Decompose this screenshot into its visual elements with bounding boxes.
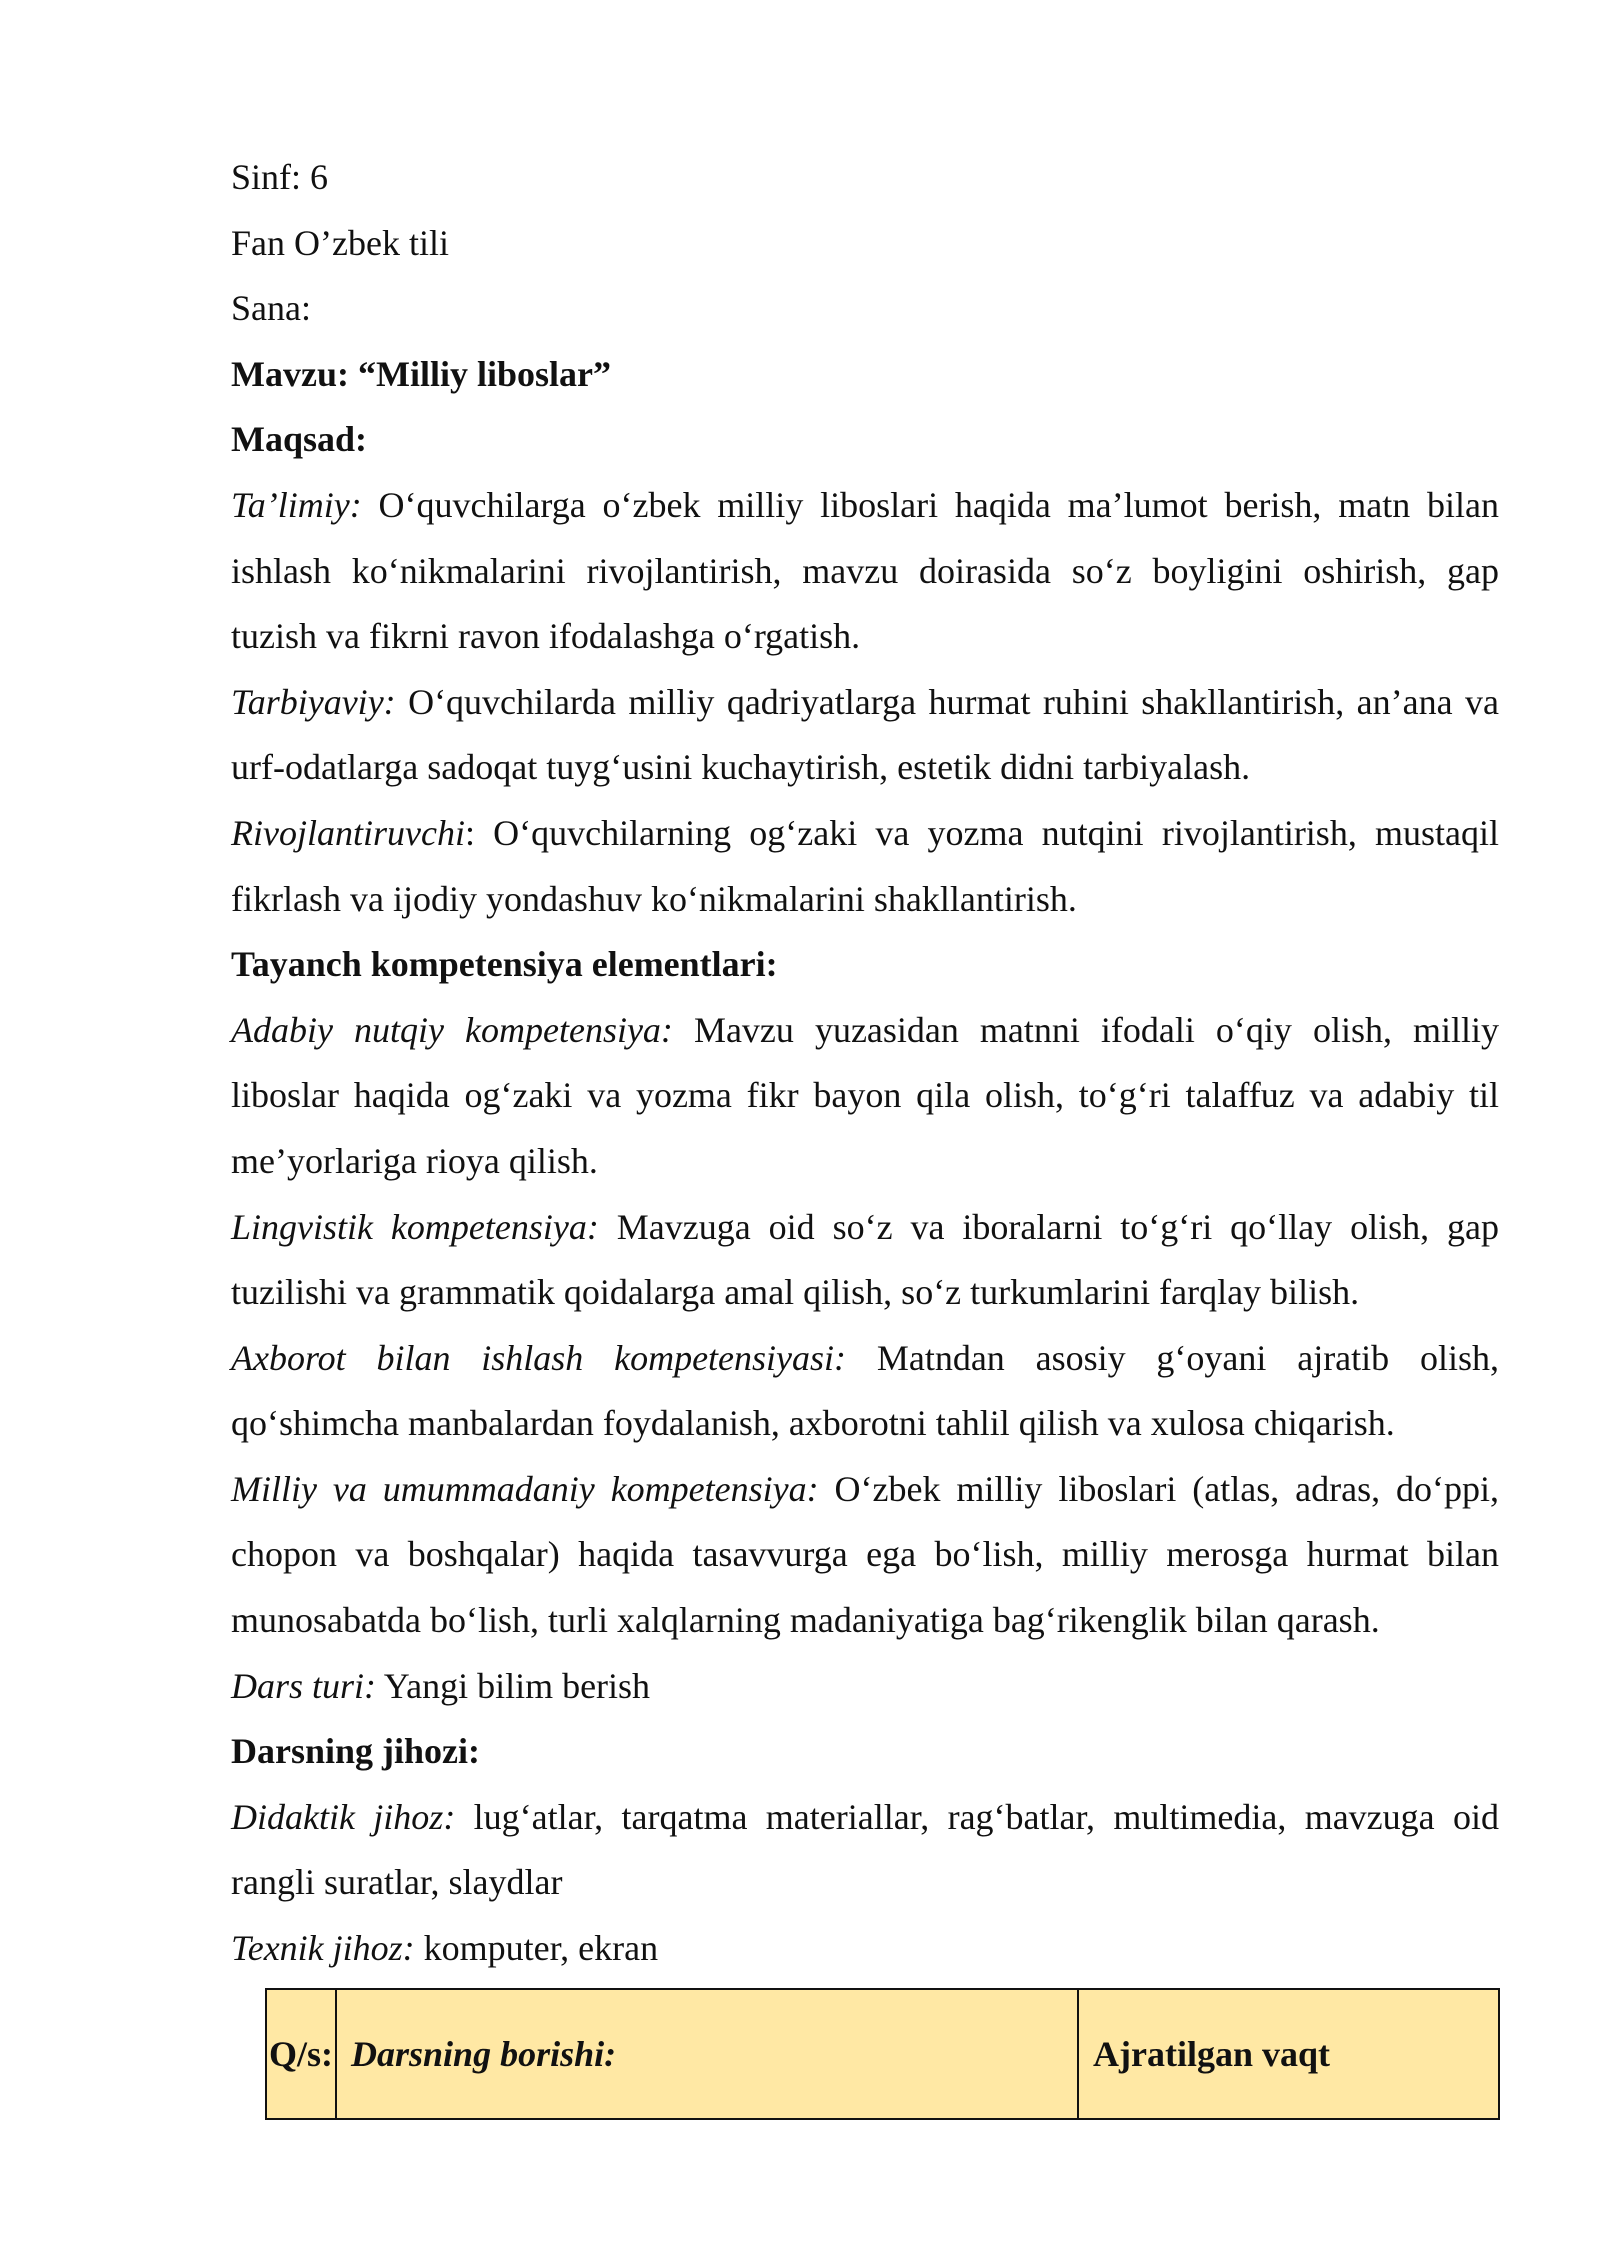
- literary-speech-competency: [231, 998, 1499, 1195]
- competencies-heading: Tayanch kompetensiya elementlari:: [231, 944, 778, 985]
- linguistic-text: Mavzuga oid so‘z va iboralarni to‘g‘ri qo‘llay olish, gap tuzilishi va grammatik qoidalarga amal qilish, so‘z turkumlarini farqlay bilish.: [231, 1206, 1499, 1313]
- didactic-equipment: [231, 1785, 1499, 1916]
- lesson-type: [231, 1654, 1499, 1720]
- grade-line: Sinf: 6: [231, 157, 329, 197]
- linguistic-competency: [231, 1195, 1499, 1326]
- developmental-goal-label: Rivojlantiruvchi: [231, 812, 465, 853]
- equipment-heading: Darsning jihozi:: [231, 1731, 481, 1772]
- lesson-type-text: Yangi bilim berish: [376, 1665, 651, 1706]
- table-header-progress: Darsning borishi:: [336, 1989, 1078, 2119]
- upbringing-goal-label: Tarbiyaviy:: [231, 681, 396, 722]
- table-header-time: Ajratilgan vaqt: [1078, 1989, 1499, 2119]
- developmental-goal-text: : O‘quvchilarning og‘zaki va yozma nutqini rivojlantirish, mustaqil fikrlash va ijodiy yondashuv ko‘nikmalarini shakllantirish.: [231, 812, 1499, 919]
- information-label: Axborot bilan ishlash kompetensiyasi:: [231, 1337, 847, 1378]
- table-header-row: [266, 1989, 1499, 2119]
- lesson-type-label: Dars turi:: [231, 1665, 377, 1706]
- literary-speech-label: Adabiy nutqiy kompetensiya:: [231, 1009, 673, 1050]
- educational-goal-text: O‘quvchilarga o‘zbek milliy liboslari haqida ma’lumot berish, matn bilan ishlash ko‘nikmalarini rivojlantirish, mavzu doirasida so‘z boyligini oshirish, gap tuzish va fikrni ravon ifodalashga o‘rgatish.: [231, 484, 1499, 657]
- technical-text: komputer, ekran: [414, 1928, 659, 1969]
- literary-speech-text: Mavzu yuzasidan matnni ifodali o‘qiy olish, milliy liboslar haqida og‘zaki va yozma fikr bayon qila olish, to‘g‘ri talaffuz va adabiy til me’yorlariga rioya qilish.: [231, 1009, 1499, 1181]
- information-competency: [231, 1326, 1499, 1457]
- lesson-progress-table: [265, 1988, 1500, 2120]
- educational-goal: [231, 473, 1499, 670]
- didactic-text: lug‘atlar, tarqatma materiallar, rag‘batlar, multimedia, mavzuga oid rangli suratlar, slaydlar: [231, 1796, 1499, 1903]
- topic-line: Mavzu: “Milliy liboslar”: [231, 353, 611, 394]
- educational-goal-label: Ta’limiy:: [231, 484, 362, 525]
- date-line: Sana:: [231, 288, 311, 329]
- subject-line: Fan O’zbek tili: [231, 222, 449, 263]
- technical-label: Texnik jihoz:: [231, 1928, 415, 1969]
- information-text: Matndan asosiy g‘oyani ajratib olish, qo‘shimcha manbalardan foydalanish, axborotni tahlil qilish va xulosa chiqarish.: [231, 1337, 1499, 1444]
- developmental-goal: [231, 801, 1499, 932]
- cultural-text: O‘zbek milliy liboslari (atlas, adras, do‘ppi, chopon va boshqalar) haqida tasavvurga ega bo‘lish, milliy merosga hurmat bilan munosabatda bo‘lish, turli xalqlarning madaniyatiga bag‘rikenglik bilan qarash.: [231, 1468, 1500, 1641]
- upbringing-goal: [231, 670, 1499, 801]
- linguistic-label: Lingvistik kompetensiya:: [231, 1206, 599, 1247]
- cultural-competency: [231, 1457, 1499, 1654]
- cultural-label: Milliy va umummadaniy kompetensiya:: [231, 1468, 819, 1509]
- goal-heading: Maqsad:: [231, 419, 368, 460]
- lesson-plan-body: [231, 145, 1499, 1982]
- didactic-label: Didaktik jihoz:: [231, 1796, 456, 1837]
- technical-equipment: [231, 1916, 1499, 1982]
- table-header-number: Q/s:: [266, 1989, 336, 2119]
- upbringing-goal-text: O‘quvchilarda milliy qadriyatlarga hurmat ruhini shakllantirish, an’ana va urf-odatlarga sadoqat tuyg‘usini kuchaytirish, estetik didni tarbiyalash.: [231, 681, 1499, 788]
